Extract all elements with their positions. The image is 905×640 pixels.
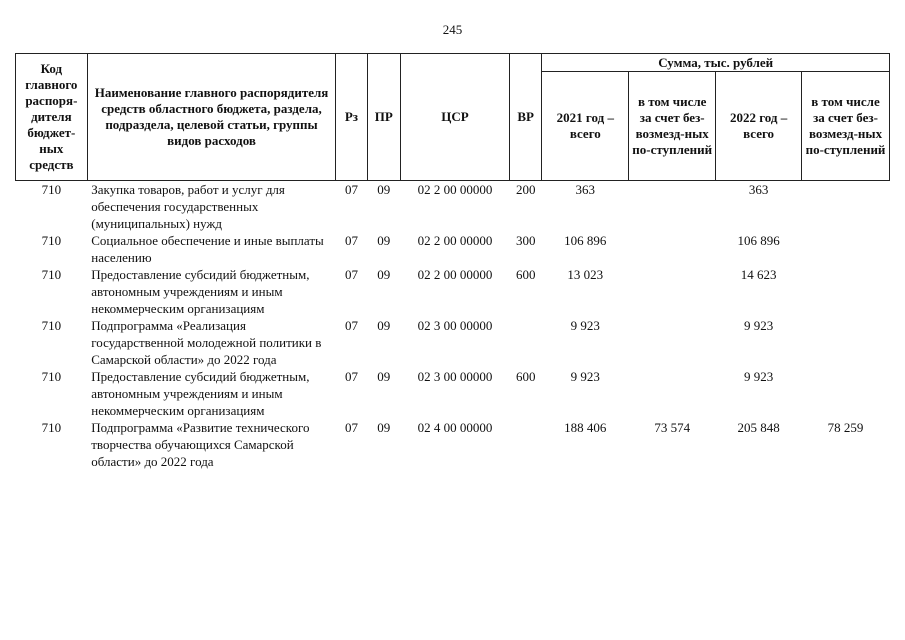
header-sum: Сумма, тыс. рублей — [542, 54, 890, 72]
cell-kod: 710 — [41, 233, 62, 248]
cell-name: Закупка товаров, работ и услуг для обеспечения государственных (муниципальных) нужд — [91, 182, 285, 231]
cell-name: Социальное обеспечение и иные выплаты населению — [91, 233, 324, 265]
cell-kod: 710 — [41, 318, 62, 333]
page-number: 245 — [442, 22, 463, 37]
cell-vr — [510, 419, 542, 470]
cell-rz: 07 — [344, 369, 358, 384]
cell-2022-free — [802, 368, 890, 419]
cell-pr: 09 — [377, 182, 391, 197]
cell-name: Предоставление субсидий бюджетным, автономным учреждениям и иным некоммерческим организациям — [91, 267, 310, 316]
cell-csr: 02 3 00 00000 — [417, 318, 493, 333]
cell-2022: 106 896 — [737, 233, 780, 248]
cell-name: Предоставление субсидий бюджетным, автономным учреждениям и иным некоммерческим организациям — [91, 369, 310, 418]
cell-vr: 200 — [515, 182, 536, 197]
cell-2021-free — [629, 368, 716, 419]
cell-2021-free: 73 574 — [654, 420, 691, 435]
cell-pr: 09 — [377, 233, 391, 248]
table-row — [16, 317, 890, 368]
cell-2021: 9 923 — [570, 318, 600, 333]
header-kod: Код главного распоря-дителя бюджет-ных средств — [16, 54, 88, 181]
cell-2021-free — [629, 232, 716, 266]
cell-2021-free — [629, 181, 716, 233]
cell-pr: 09 — [377, 318, 391, 333]
cell-rz: 07 — [344, 318, 358, 333]
table-row — [16, 266, 890, 317]
cell-2022: 363 — [748, 182, 769, 197]
cell-2021: 9 923 — [570, 369, 600, 384]
cell-2022-free — [802, 232, 890, 266]
cell-2022-free — [802, 317, 890, 368]
header-2021: 2021 год – всего — [542, 72, 629, 181]
table-row — [16, 368, 890, 419]
cell-2021: 188 406 — [564, 420, 607, 435]
cell-rz: 07 — [344, 267, 358, 282]
table-row — [16, 181, 890, 233]
header-rz: Рз — [336, 54, 367, 181]
cell-2021: 363 — [575, 182, 596, 197]
cell-2022-free: 78 259 — [827, 420, 864, 435]
cell-name: Подпрограмма «Реализация государственной молодежной политики в Самарской области» до 2022 года — [91, 318, 322, 367]
cell-vr: 300 — [515, 233, 536, 248]
cell-csr: 02 2 00 00000 — [417, 233, 493, 248]
cell-kod: 710 — [41, 182, 62, 197]
cell-pr: 09 — [377, 420, 391, 435]
header-csr: ЦСР — [400, 54, 509, 181]
cell-vr: 600 — [515, 267, 536, 282]
cell-rz: 07 — [344, 233, 358, 248]
header-vr: ВР — [510, 54, 542, 181]
cell-kod: 710 — [41, 369, 62, 384]
table-row — [16, 419, 890, 470]
cell-name: Подпрограмма «Развитие технического творчества обучающихся Самарской области» до 2022 года — [91, 420, 310, 469]
cell-vr — [510, 317, 542, 368]
header-2022-free: в том числе за счет без-возмезд-ных по-ступлений — [802, 72, 890, 181]
cell-rz: 07 — [344, 182, 358, 197]
cell-kod: 710 — [41, 420, 62, 435]
cell-2022: 14 623 — [740, 267, 777, 282]
cell-2021-free — [629, 317, 716, 368]
header-2021-free: в том числе за счет без-возмезд-ных по-ступлений — [629, 72, 716, 181]
table-body — [16, 181, 890, 471]
cell-2021: 13 023 — [567, 267, 604, 282]
cell-rz: 07 — [344, 420, 358, 435]
header-2022: 2022 год – всего — [716, 72, 802, 181]
budget-table — [15, 53, 890, 470]
cell-csr: 02 3 00 00000 — [417, 369, 493, 384]
cell-2022-free — [802, 181, 890, 233]
header-pr: ПР — [367, 54, 400, 181]
cell-csr: 02 2 00 00000 — [417, 182, 493, 197]
cell-pr: 09 — [377, 369, 391, 384]
cell-pr: 09 — [377, 267, 391, 282]
cell-2022-free — [802, 266, 890, 317]
cell-csr: 02 2 00 00000 — [417, 267, 493, 282]
cell-2021: 106 896 — [564, 233, 607, 248]
cell-vr: 600 — [515, 369, 536, 384]
header-name: Наименование главного распорядителя средств областного бюджета, раздела, подраздела, целевой статьи, группы видов расходов — [87, 54, 336, 181]
cell-2022: 9 923 — [743, 369, 774, 384]
cell-csr: 02 4 00 00000 — [417, 420, 493, 435]
table-row — [16, 232, 890, 266]
cell-2022: 9 923 — [743, 318, 774, 333]
cell-kod: 710 — [41, 267, 62, 282]
table-header — [16, 54, 890, 181]
cell-2021-free — [629, 266, 716, 317]
cell-2022: 205 848 — [737, 420, 780, 435]
